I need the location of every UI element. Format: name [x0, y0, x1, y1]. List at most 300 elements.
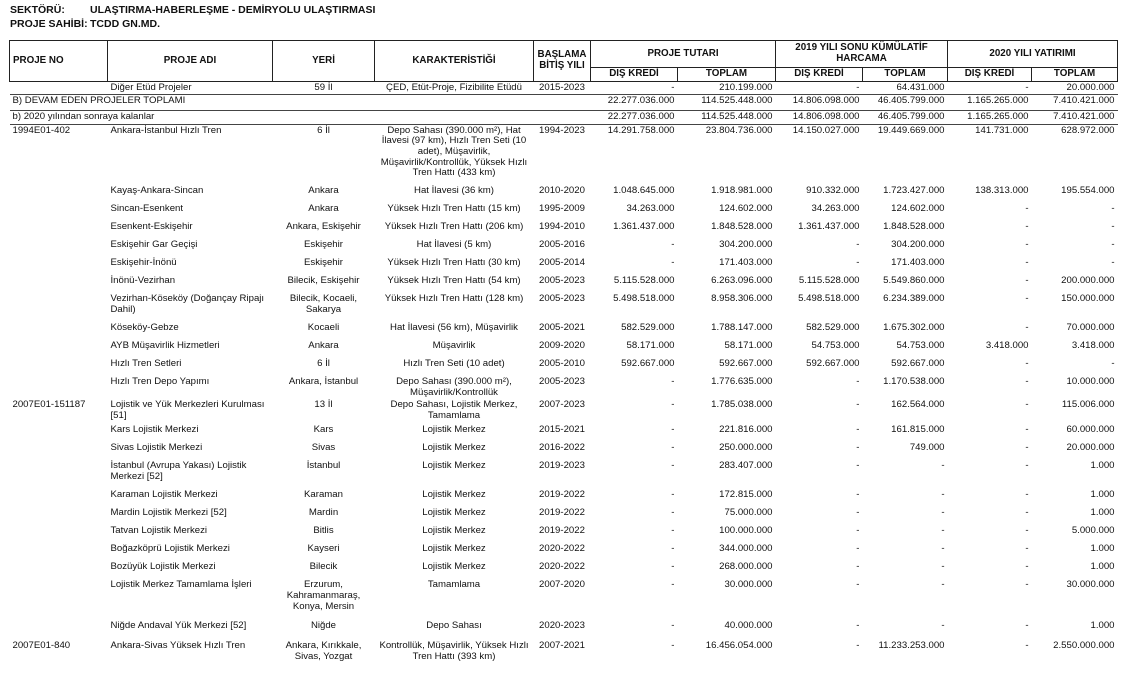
- cell-proje-adi: Sivas Lojistik Merkezi: [110, 442, 203, 454]
- cell-kum-dis-kredi: 592.667.000: [806, 358, 860, 370]
- cell-proje-adi: Kars Lojistik Merkezi: [110, 424, 199, 436]
- cell-kum-dis-kredi: -: [856, 239, 860, 251]
- cell-proje-toplam: 114.525.448.000: [678, 95, 776, 111]
- col-proje-dis-kredi: DIŞ KREDİ: [591, 68, 678, 82]
- cell-kum-dis-kredi: 5.498.518.000: [798, 293, 860, 305]
- cell-karakteristigi: Hat İlavesi (36 km): [414, 185, 494, 197]
- cell-kum-toplam: 6.234.389.000: [883, 293, 945, 305]
- table-row: [10, 185, 1118, 203]
- cell-proje-dis-kredi: -: [671, 620, 675, 632]
- cell-proje-no: [10, 579, 108, 620]
- cell-proje-dis-kredi: 22.277.036.000: [591, 111, 678, 125]
- cell-proje-toplam: 250.000.000: [719, 442, 773, 454]
- cell-proje-toplam: 114.525.448.000: [678, 111, 776, 125]
- col-proje-adi: PROJE ADI: [108, 41, 273, 82]
- table-row: [10, 543, 1118, 561]
- cell-karakteristigi: Depo Sahası: [426, 620, 482, 632]
- cell-karakteristigi: Hızlı Tren Seti (10 adet): [403, 358, 505, 370]
- cell-baslama-bitis: 2020-2022: [539, 561, 585, 573]
- cell-kum-dis-kredi: 34.263.000: [811, 203, 860, 215]
- cell-proje-dis-kredi: 58.171.000: [626, 340, 675, 352]
- table-row: [10, 257, 1118, 275]
- cell-proje-dis-kredi: -: [671, 640, 675, 652]
- cell-proje-dis-kredi: 5.498.518.000: [613, 293, 675, 305]
- table-row: [10, 561, 1118, 579]
- cell-yeri: Bitlis: [313, 525, 334, 537]
- cell-yat-toplam: 195.554.000: [1061, 185, 1115, 197]
- col-yat-toplam: TOPLAM: [1032, 68, 1118, 82]
- cell-kum-dis-kredi: -: [856, 257, 860, 269]
- cell-karakteristigi: Lojistik Merkez: [422, 525, 486, 537]
- cell-proje-toplam: 16.456.054.000: [705, 640, 773, 652]
- cell-proje-no: [10, 543, 108, 561]
- cell-proje-adi: Kayaş-Ankara-Sincan: [110, 185, 204, 197]
- table-row: [10, 424, 1118, 442]
- cell-yat-toplam: -: [1111, 358, 1115, 370]
- cell-proje-no: [10, 460, 108, 489]
- cell-karakteristigi: Lojistik Merkez: [422, 543, 486, 555]
- cell-kum-toplam: 124.602.000: [891, 203, 945, 215]
- cell-proje-no: [10, 221, 108, 239]
- cell-kum-dis-kredi: -: [856, 81, 860, 93]
- cell-yat-dis-kredi: 141.731.000: [975, 124, 1029, 136]
- cell-yat-dis-kredi: -: [1025, 525, 1029, 537]
- cell-proje-dis-kredi: 22.277.036.000: [591, 95, 678, 111]
- cell-yat-dis-kredi: -: [1025, 424, 1029, 436]
- cell-yeri: Sivas: [311, 442, 336, 454]
- col-2020-yatirimi: 2020 YILI YATIRIMI: [948, 41, 1118, 68]
- cell-proje-adi: Bozüyük Lojistik Merkezi: [110, 561, 216, 573]
- col-kumulatif-harcama: 2019 YILI SONU KÜMÜLATİF HARCAMA: [776, 41, 948, 68]
- summary-label: B) DEVAM EDEN PROJELER TOPLAMI: [10, 95, 591, 111]
- table-row: [10, 239, 1118, 257]
- cell-karakteristigi: Lojistik Merkez: [422, 507, 486, 519]
- cell-yeri: 13 İl: [314, 399, 333, 411]
- cell-proje-toplam: 171.403.000: [719, 257, 773, 269]
- cell-proje-no: 2007E01-840: [12, 640, 71, 652]
- cell-proje-no: [10, 322, 108, 340]
- cell-kum-toplam: 5.549.860.000: [883, 275, 945, 287]
- cell-kum-toplam: -: [941, 620, 945, 632]
- table-row: [10, 399, 1118, 424]
- cell-yat-dis-kredi: -: [1025, 543, 1029, 555]
- cell-yat-dis-kredi: -: [1025, 376, 1029, 388]
- cell-yeri: Kocaeli: [307, 322, 340, 334]
- cell-proje-dis-kredi: 14.291.758.000: [607, 124, 675, 136]
- cell-yat-toplam: 3.418.000: [1071, 340, 1115, 352]
- cell-yat-toplam: -: [1111, 257, 1115, 269]
- cell-proje-adi: Sincan-Esenkent: [110, 203, 184, 215]
- cell-baslama-bitis: 2020-2022: [539, 543, 585, 555]
- cell-proje-toplam: 221.816.000: [719, 424, 773, 436]
- cell-proje-toplam: 75.000.000: [724, 507, 773, 519]
- cell-kum-dis-kredi: -: [856, 507, 860, 519]
- col-baslama-bitis: BAŞLAMA BİTİŞ YILI: [534, 41, 591, 82]
- cell-proje-toplam: 268.000.000: [719, 561, 773, 573]
- cell-yat-toplam: 1.000: [1090, 489, 1115, 501]
- cell-yeri: Ankara: [308, 340, 339, 352]
- cell-proje-adi: Eskişehir Gar Geçişi: [110, 239, 198, 251]
- cell-yeri: Mardin: [308, 507, 339, 519]
- cell-proje-no: [10, 424, 108, 442]
- cell-kum-dis-kredi: -: [856, 640, 860, 652]
- cell-yeri: Kars: [313, 424, 334, 436]
- cell-karakteristigi: Tamamlama: [427, 579, 481, 591]
- cell-proje-adi: Ankara-İstanbul Hızlı Tren: [110, 124, 222, 136]
- cell-proje-dis-kredi: -: [671, 81, 675, 93]
- cell-proje-no: [10, 257, 108, 275]
- cell-yat-toplam: 1.000: [1090, 507, 1115, 519]
- cell-proje-no: [10, 507, 108, 525]
- owner-label: PROJE SAHİBİ:: [10, 18, 88, 30]
- cell-proje-toplam: 40.000.000: [724, 620, 773, 632]
- cell-proje-toplam: 100.000.000: [719, 525, 773, 537]
- cell-kum-toplam: 19.449.669.000: [877, 124, 945, 136]
- sector-value: ULAŞTIRMA-HABERLEŞME - DEMİRYOLU ULAŞTIRMASI: [90, 4, 376, 16]
- cell-proje-adi: Niğde Andaval Yük Merkezi [52]: [110, 620, 247, 632]
- cell-kum-toplam: -: [941, 543, 945, 555]
- cell-yeri: Erzurum, Kahramanmaraş, Konya, Mersin: [286, 579, 361, 612]
- cell-yat-dis-kredi: -: [1025, 620, 1029, 632]
- table-row: [10, 460, 1118, 489]
- table-body: [10, 81, 1118, 663]
- cell-kum-dis-kredi: -: [856, 399, 860, 411]
- cell-proje-adi: Mardin Lojistik Merkezi [52]: [110, 507, 227, 519]
- cell-kum-toplam: -: [941, 525, 945, 537]
- cell-yat-toplam: 20.000.000: [1066, 81, 1115, 93]
- cell-kum-toplam: 1.675.302.000: [883, 322, 945, 334]
- cell-yat-toplam: 20.000.000: [1066, 442, 1115, 454]
- cell-yat-dis-kredi: -: [1025, 442, 1029, 454]
- cell-proje-no: [10, 275, 108, 293]
- cell-karakteristigi: Hat İlavesi (56 km), Müşavirlik: [390, 322, 518, 334]
- col-yat-dis-kredi: DIŞ KREDİ: [948, 68, 1032, 82]
- cell-proje-dis-kredi: -: [671, 543, 675, 555]
- cell-yat-dis-kredi: -: [1025, 257, 1029, 269]
- col-kum-toplam: TOPLAM: [863, 68, 948, 82]
- col-proje-toplam: TOPLAM: [678, 68, 776, 82]
- cell-proje-adi: Karaman Lojistik Merkezi: [110, 489, 218, 501]
- cell-proje-toplam: 23.804.736.000: [705, 124, 773, 136]
- cell-proje-adi: Hızlı Tren Depo Yapımı: [110, 376, 210, 388]
- cell-proje-adi: Boğazköprü Lojistik Merkezi: [110, 543, 230, 555]
- cell-proje-toplam: 8.958.306.000: [711, 293, 773, 305]
- cell-proje-no: [10, 442, 108, 460]
- cell-baslama-bitis: 2007-2020: [539, 579, 585, 591]
- cell-baslama-bitis: 2005-2021: [539, 322, 585, 334]
- cell-yat-dis-kredi: 3.418.000: [985, 340, 1029, 352]
- cell-karakteristigi: Hat İlavesi (5 km): [416, 239, 492, 251]
- cell-kum-dis-kredi: 910.332.000: [806, 185, 860, 197]
- cell-yat-dis-kredi: -: [1025, 507, 1029, 519]
- table-row: [10, 489, 1118, 507]
- cell-baslama-bitis: 2019-2022: [539, 489, 585, 501]
- table-row: [10, 322, 1118, 340]
- col-karakteristigi: KARAKTERİSTİĞİ: [375, 41, 534, 82]
- cell-yeri: Niğde: [310, 620, 337, 632]
- cell-proje-adi: Esenkent-Eskişehir: [110, 221, 193, 233]
- sector-label: SEKTÖRÜ:: [10, 4, 65, 16]
- table-row: [10, 358, 1118, 376]
- cell-karakteristigi: Depo Sahası (390.000 m²), Müşavirlik/Kontrollük: [396, 376, 512, 398]
- cell-yat-toplam: 628.972.000: [1061, 124, 1115, 136]
- cell-proje-dis-kredi: -: [671, 376, 675, 388]
- cell-proje-adi: Hızlı Tren Setleri: [110, 358, 182, 370]
- cell-proje-dis-kredi: 582.529.000: [621, 322, 675, 334]
- cell-proje-no: [10, 203, 108, 221]
- cell-proje-toplam: 1.785.038.000: [711, 399, 773, 411]
- cell-proje-adi: Köseköy-Gebze: [110, 322, 179, 334]
- cell-kum-toplam: 11.233.253.000: [878, 640, 945, 652]
- cell-proje-toplam: 1.776.635.000: [711, 376, 773, 388]
- summary-row: [10, 111, 1118, 125]
- cell-kum-dis-kredi: -: [856, 424, 860, 436]
- col-proje-no: PROJE NO: [10, 41, 108, 82]
- cell-yat-dis-kredi: -: [1025, 203, 1029, 215]
- cell-yat-dis-kredi: -: [1025, 460, 1029, 472]
- cell-kum-dis-kredi: 1.361.437.000: [798, 221, 860, 233]
- cell-proje-no: [10, 525, 108, 543]
- cell-yeri: Bilecik: [309, 561, 338, 573]
- cell-yat-toplam: 200.000.000: [1061, 275, 1115, 287]
- cell-karakteristigi: Depo Sahası, Lojistik Merkez, Tamamlama: [390, 399, 518, 421]
- cell-proje-dis-kredi: -: [671, 257, 675, 269]
- cell-yat-toplam: 1.000: [1090, 460, 1115, 472]
- cell-kum-toplam: 1.723.427.000: [883, 185, 945, 197]
- cell-yeri: Ankara: [308, 185, 339, 197]
- cell-yat-dis-kredi: -: [1025, 239, 1029, 251]
- cell-karakteristigi: Lojistik Merkez: [422, 489, 486, 501]
- table-row: [10, 579, 1118, 620]
- cell-yeri: Bilecik, Kocaeli, Sakarya: [289, 293, 358, 315]
- cell-yeri: Bilecik, Eskişehir: [287, 275, 360, 287]
- cell-yeri: İstanbul: [306, 460, 341, 472]
- cell-proje-adi: İnönü-Vezirhan: [110, 275, 176, 287]
- cell-karakteristigi: Yüksek Hızlı Tren Hattı (54 km): [387, 275, 521, 287]
- cell-yat-toplam: 1.000: [1090, 543, 1115, 555]
- cell-proje-no: [10, 561, 108, 579]
- col-proje-tutari: PROJE TUTARI: [591, 41, 776, 68]
- cell-kum-toplam: 304.200.000: [891, 239, 945, 251]
- cell-yat-toplam: 10.000.000: [1066, 376, 1115, 388]
- cell-karakteristigi: Yüksek Hızlı Tren Hattı (15 km): [387, 203, 521, 215]
- cell-yat-dis-kredi: -: [1025, 81, 1029, 93]
- cell-karakteristigi: Lojistik Merkez: [422, 424, 486, 436]
- cell-karakteristigi: Müşavirlik: [432, 340, 476, 352]
- cell-baslama-bitis: 2007-2023: [539, 399, 585, 411]
- cell-yat-toplam: 60.000.000: [1066, 424, 1115, 436]
- cell-proje-toplam: 6.263.096.000: [711, 275, 773, 287]
- cell-kum-toplam: -: [941, 507, 945, 519]
- cell-yeri: Eskişehir: [304, 257, 343, 269]
- cell-baslama-bitis: 2005-2023: [539, 376, 585, 388]
- cell-proje-adi: Ankara-Sivas Yüksek Hızlı Tren: [110, 640, 246, 652]
- cell-kum-toplam: -: [941, 460, 945, 472]
- cell-proje-dis-kredi: 592.667.000: [621, 358, 675, 370]
- cell-baslama-bitis: 2015-2021: [539, 424, 585, 436]
- cell-kum-dis-kredi: 582.529.000: [806, 322, 860, 334]
- cell-kum-toplam: 54.753.000: [896, 340, 945, 352]
- cell-kum-toplam: 1.848.528.000: [883, 221, 945, 233]
- cell-baslama-bitis: 2019-2022: [539, 507, 585, 519]
- cell-kum-dis-kredi: -: [856, 561, 860, 573]
- cell-kum-dis-kredi: 14.806.098.000: [776, 95, 863, 111]
- cell-proje-toplam: 124.602.000: [719, 203, 773, 215]
- cell-yat-toplam: 5.000.000: [1071, 525, 1115, 537]
- cell-proje-no: 2007E01-151187: [12, 399, 86, 411]
- col-yeri: YERİ: [273, 41, 375, 82]
- cell-proje-adi: İstanbul (Avrupa Yakası) Lojistik Merkezi [52]: [110, 460, 247, 482]
- cell-yat-toplam: 7.410.421.000: [1032, 111, 1118, 125]
- cell-yeri: Karaman: [304, 489, 343, 501]
- cell-yeri: Ankara: [308, 203, 339, 215]
- table-row: [10, 640, 1118, 663]
- owner-line: [10, 18, 160, 30]
- cell-karakteristigi: Yüksek Hızlı Tren Hattı (30 km): [387, 257, 521, 269]
- cell-proje-no: 1994E01-402: [12, 124, 71, 136]
- cell-proje-no: [10, 239, 108, 257]
- cell-karakteristigi: ÇED, Etüt-Proje, Fizibilite Etüdü: [386, 81, 522, 93]
- cell-yat-toplam: 70.000.000: [1066, 322, 1115, 334]
- cell-baslama-bitis: 2015-2023: [539, 81, 585, 93]
- cell-proje-dis-kredi: 1.361.437.000: [613, 221, 675, 233]
- cell-kum-dis-kredi: 14.150.027.000: [792, 124, 860, 136]
- cell-kum-dis-kredi: -: [856, 376, 860, 388]
- cell-baslama-bitis: 2005-2014: [539, 257, 585, 269]
- cell-proje-adi: Diğer Etüd Projeler: [110, 81, 192, 93]
- cell-proje-dis-kredi: -: [671, 239, 675, 251]
- cell-proje-toplam: 210.199.000: [719, 81, 773, 93]
- table-row: [10, 525, 1118, 543]
- cell-proje-adi: Tatvan Lojistik Merkezi: [110, 525, 208, 537]
- cell-proje-dis-kredi: -: [671, 460, 675, 472]
- cell-yat-dis-kredi: -: [1025, 322, 1029, 334]
- table-row: [10, 124, 1118, 185]
- cell-kum-dis-kredi: -: [856, 525, 860, 537]
- cell-baslama-bitis: 2020-2023: [539, 620, 585, 632]
- cell-proje-dis-kredi: 5.115.528.000: [613, 275, 675, 287]
- cell-karakteristigi: Lojistik Merkez: [422, 442, 486, 454]
- cell-yat-toplam: 150.000.000: [1061, 293, 1115, 305]
- cell-proje-no: [10, 340, 108, 358]
- cell-proje-toplam: 283.407.000: [719, 460, 773, 472]
- table-row: [10, 620, 1118, 640]
- cell-proje-dis-kredi: -: [671, 525, 675, 537]
- table-row: [10, 340, 1118, 358]
- cell-kum-toplam: 161.815.000: [891, 424, 945, 436]
- cell-proje-dis-kredi: -: [671, 399, 675, 411]
- cell-kum-toplam: 46.405.799.000: [863, 95, 948, 111]
- cell-proje-toplam: 30.000.000: [724, 579, 773, 591]
- cell-kum-toplam: -: [941, 579, 945, 591]
- cell-proje-dis-kredi: -: [671, 507, 675, 519]
- cell-kum-dis-kredi: 14.806.098.000: [776, 111, 863, 125]
- cell-proje-toplam: 58.171.000: [724, 340, 773, 352]
- cell-yat-toplam: 1.000: [1090, 620, 1115, 632]
- cell-karakteristigi: Kontrollük, Müşavirlik, Yüksek Hızlı Tren Hattı (393 km): [379, 640, 529, 662]
- table-row: [10, 442, 1118, 460]
- owner-value: TCDD GN.MD.: [90, 18, 160, 30]
- cell-karakteristigi: Depo Sahası (390.000 m²), Hat İlavesi (97 km), Hızlı Tren Seti (10 adet), Müşavirlik, Müşavirlik/Kontrollük, Yüksek Hızlı Tren Hattı (433 km): [380, 124, 528, 179]
- cell-proje-toplam: 172.815.000: [719, 489, 773, 501]
- cell-kum-toplam: 592.667.000: [891, 358, 945, 370]
- cell-yeri: Ankara, Kırıkkale, Sivas, Yozgat: [285, 640, 362, 662]
- summary-label: b) 2020 yılından sonraya kalanlar: [10, 111, 591, 125]
- cell-kum-toplam: 64.431.000: [896, 81, 945, 93]
- cell-kum-dis-kredi: -: [856, 460, 860, 472]
- cell-yat-toplam: 7.410.421.000: [1032, 95, 1118, 111]
- cell-karakteristigi: Yüksek Hızlı Tren Hattı (206 km): [384, 221, 524, 233]
- cell-kum-toplam: -: [941, 561, 945, 573]
- cell-yat-toplam: 1.000: [1090, 561, 1115, 573]
- cell-kum-dis-kredi: -: [856, 620, 860, 632]
- cell-proje-no: [10, 376, 108, 399]
- cell-proje-toplam: 1.788.147.000: [711, 322, 773, 334]
- cell-yat-dis-kredi: -: [1025, 293, 1029, 305]
- cell-baslama-bitis: 2005-2023: [539, 293, 585, 305]
- table-row: [10, 275, 1118, 293]
- cell-proje-adi: Lojistik Merkez Tamamlama İşleri: [110, 579, 252, 591]
- cell-proje-dis-kredi: -: [671, 579, 675, 591]
- cell-proje-dis-kredi: -: [671, 424, 675, 436]
- cell-kum-toplam: 1.170.538.000: [883, 376, 945, 388]
- cell-proje-no: [10, 81, 108, 95]
- cell-yeri: 6 İl: [317, 124, 330, 136]
- cell-yat-dis-kredi: -: [1025, 399, 1029, 411]
- cell-yat-dis-kredi: 138.313.000: [975, 185, 1029, 197]
- cell-proje-dis-kredi: 34.263.000: [626, 203, 675, 215]
- cell-baslama-bitis: 2005-2016: [539, 239, 585, 251]
- cell-baslama-bitis: 2005-2010: [539, 358, 585, 370]
- cell-proje-no: [10, 358, 108, 376]
- table-row: [10, 221, 1118, 239]
- cell-proje-no: [10, 489, 108, 507]
- cell-proje-dis-kredi: -: [671, 489, 675, 501]
- table-row: [10, 293, 1118, 322]
- cell-kum-toplam: 162.564.000: [891, 399, 945, 411]
- cell-baslama-bitis: 2019-2023: [539, 460, 585, 472]
- cell-kum-toplam: 171.403.000: [891, 257, 945, 269]
- cell-yat-toplam: -: [1111, 221, 1115, 233]
- cell-yeri: 59 İl: [314, 81, 333, 93]
- cell-baslama-bitis: 2007-2021: [539, 640, 585, 652]
- cell-proje-dis-kredi: -: [671, 442, 675, 454]
- summary-row: [10, 95, 1118, 111]
- investment-table: [9, 40, 1118, 664]
- cell-yat-dis-kredi: -: [1025, 275, 1029, 287]
- cell-proje-adi: Vezirhan-Köseköy (Doğançay Ripajı Dahil): [110, 293, 265, 315]
- cell-proje-adi: AYB Müşavirlik Hizmetleri: [110, 340, 220, 352]
- cell-proje-toplam: 1.848.528.000: [711, 221, 773, 233]
- cell-kum-dis-kredi: 54.753.000: [811, 340, 860, 352]
- cell-yat-dis-kredi: -: [1025, 640, 1029, 652]
- cell-kum-toplam: 749.000: [909, 442, 945, 454]
- table-row: [10, 507, 1118, 525]
- cell-kum-dis-kredi: -: [856, 543, 860, 555]
- cell-baslama-bitis: 1995-2009: [539, 203, 585, 215]
- cell-karakteristigi: Lojistik Merkez: [422, 561, 486, 573]
- cell-kum-toplam: 46.405.799.000: [863, 111, 948, 125]
- cell-proje-toplam: 592.667.000: [719, 358, 773, 370]
- cell-proje-no: [10, 620, 108, 640]
- cell-proje-adi: Lojistik ve Yük Merkezleri Kurulması [51]: [110, 399, 265, 421]
- cell-yeri: Ankara, Eskişehir: [286, 221, 361, 233]
- table-row: [10, 203, 1118, 221]
- cell-yat-dis-kredi: -: [1025, 489, 1029, 501]
- cell-yat-toplam: 115.006.000: [1061, 399, 1115, 411]
- sector-line: [10, 4, 375, 16]
- cell-yat-toplam: 2.550.000.000: [1053, 640, 1115, 652]
